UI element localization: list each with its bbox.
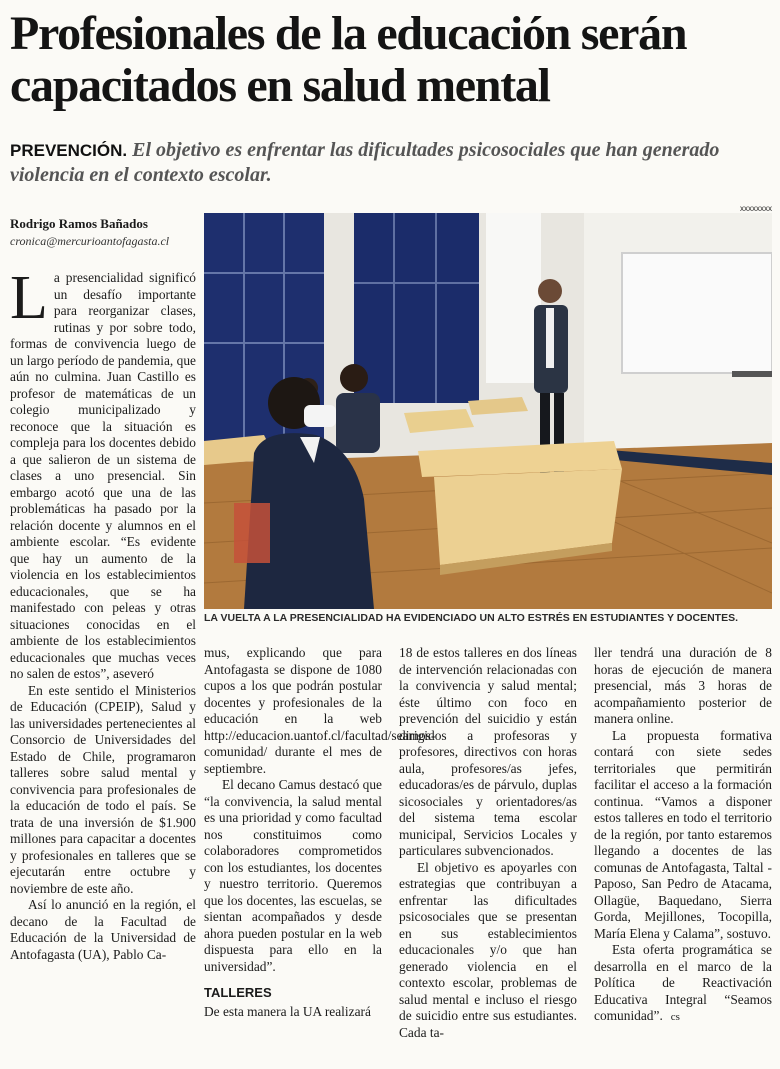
paragraph (594, 942, 772, 1026)
column-1 (10, 264, 196, 963)
author-name: Rodrigo Ramos Bañados (10, 216, 148, 231)
column-4 (594, 645, 772, 1026)
paragraph: 18 de estos talleres en dos líneas de intervención relacionadas con la convivencia y salud mental; éste último con foco en prevención del suicidio y están dirigidos a profesoras y profesores, directivos con horas aula, profesores/as jefes, educadoras/es de párvulo, duplas sicosociales y orientadores/as del sistema tema escolar municipal, Servicios Locales y particulares subvencionados. (399, 645, 577, 858)
article-photo (204, 213, 772, 609)
deck (10, 138, 770, 187)
deck-text: El objetivo es enfrentar las dificultades psicosociales que han generado violencia en el contexto escolar. (10, 139, 720, 186)
kicker: PREVENCIÓN. (10, 141, 128, 160)
subhead: TALLERES (204, 985, 272, 1000)
paragraph: Así lo anunció en la región, el decano de la Facultad de Educación de la Universidad de Antofagasta (UA), Pablo Ca- (10, 897, 196, 962)
column-2 (204, 645, 436, 1020)
paragraph: ller tendrá una duración de 8 horas de ejecución de manera presencial, más 3 horas de acompañamiento posterior de manera online. (594, 645, 772, 726)
photo-caption: LA VUELTA A LA PRESENCIALIDAD HA EVIDENCIADO UN ALTO ESTRÉS EN ESTUDIANTES Y DOCENTES. (204, 612, 738, 624)
paragraph: El decano Camus destacó que “la convivencia, la salud mental es una prioridad y como facultad nos constituimos como colaboradores comprometidos con los estudiantes, los docentes y nuestro territorio. Queremos que los docentes, las escuelas, se sientan acompañados y desde ahora pueden postular en la web dispuesta para ello en la universidad”. (204, 777, 382, 974)
paragraph: En este sentido el Ministerios de Educación (CPEIP), Salud y las universidades pertenecientes al Consorcio de Universidades del Estado de Chile, programaron talleres sobre salud mental y convivencia para profesionales de la educación de todo el país. Se trata de una inversión de $1.900 millones para capacitar a docentes y profesionales en talleres que se ejecutarán entre octubre y noviembre de este año. (10, 682, 196, 896)
headline: Profesionales de la educación serán capacitados en salud mental (10, 7, 687, 112)
paragraph: De esta manera la UA realizará (204, 1003, 371, 1019)
paragraph: La propuesta formativa contará con siete sedes territoriales que permitirán facilitar el acceso a la formación continua. “Vamos a disponer estos talleres en todo el territorio de la región, por tanto estaremos llegando a docentes de las comunas de Antofagasta, Taltal - Paposo, San Pedro de Atacama, Ollagüe, Baquedano, Sierra Gorda, Mejillones, Tocopilla, María Elena y Calama”, sostuvo. (594, 727, 772, 941)
paragraph: mus, explicando que para Antofagasta se dispone de 1080 cupos a los que podrán postular docentes y profesionales de la educación en la web http://educacion.uantof.cl/facultad/seamos-comunidad/ durante el mes de septiembre. (204, 645, 436, 776)
column-3 (399, 645, 577, 1041)
author-email: cronica@mercurioantofagasta.cl (10, 234, 170, 248)
byline (10, 216, 200, 249)
paragraph: El objetivo es apoyarles con estrategias que contribuyan a enfrentar las dificultades psicosociales que se presentan en sus establecimientos educacionales y/o que han generado violencia en el contexto escolar, problemas de salud mental e incluso el riesgo de suicidio entre sus estudiantes. Cada ta- (399, 859, 577, 1040)
photo-credit: xxxxxxxx (740, 204, 772, 213)
paragraph-text: a presencialidad significó un desafío importante para reorganizar clases, rutinas y por sobre todo, formas de convivencia luego de un largo período de pandemia, que aún no culmina. Juan Castillo es profesor de matemáticas de un colegio municipalizado y reconoce que la situación es compleja para los docentes debido a que salieron de un sistema de clases a uno presencial. Sin embargo acotó que una de las problemáticas ha pasado por la relación docente y alumnos en el ambiente escolar. “Es evidente que hay un aumento de la violencia en los establecimientos educacionales, que se ha manifestado con peleas y otras situaciones conocidas en el ambiente de los establecimientos educacionales que muchas veces no salen de estos”, aseveró (10, 270, 196, 681)
paragraph (10, 264, 196, 683)
dropcap: L (10, 264, 48, 332)
end-mark: cs (670, 1011, 680, 1023)
paragraph-text: Esta oferta programática se desarrolla en el marco de la Política de Reactivación Educativa Integral “Seamos comunidad”. (594, 942, 772, 1023)
